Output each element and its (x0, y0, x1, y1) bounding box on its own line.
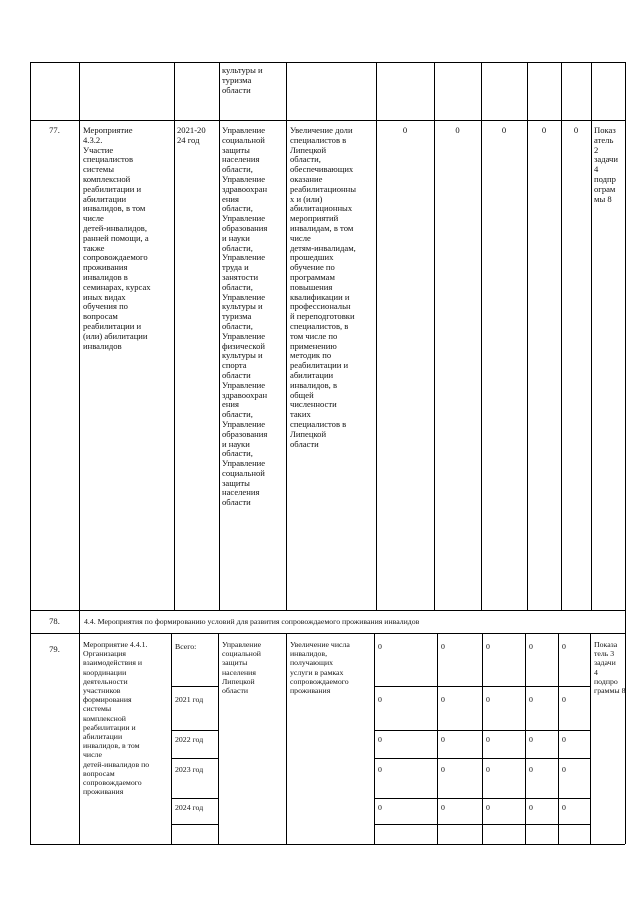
value-cell: 0 (501, 125, 507, 135)
row-number: 78. (49, 616, 60, 626)
implementation-period: 2021-20 24 год (177, 125, 206, 145)
col-divider (558, 633, 559, 844)
col-divider (434, 62, 435, 610)
value-cell: 0 (562, 803, 566, 812)
col-divider (79, 62, 80, 610)
table-border-left (30, 62, 31, 844)
col-divider (590, 633, 591, 844)
row-divider (30, 610, 625, 611)
value-cell: 0 (455, 125, 460, 135)
col-divider (591, 62, 592, 610)
value-cell: 0 (486, 735, 490, 744)
row-divider (30, 633, 625, 634)
cell-divider (171, 730, 218, 731)
value-cell: 0 (573, 125, 579, 135)
col-divider (218, 633, 219, 844)
section-heading: 4.4. Мероприятия по формированию условий для развития сопровождаемого проживания инвалидов (84, 617, 420, 626)
table-border-right (625, 62, 626, 844)
value-cell: 0 (378, 695, 382, 704)
value-cell: 0 (562, 642, 566, 651)
period-label: 2022 год (175, 735, 204, 744)
value-cell: 0 (541, 125, 547, 135)
table-border-top (30, 62, 625, 63)
value-cell: 0 (562, 735, 566, 744)
cell-divider (171, 824, 218, 825)
event-description: Мероприятие 4.4.1. Организация взаимодействия и координации деятельности участников формирования системы комплексной реабилитации и абилитации инвалидов, в том числе детей-инвалидов по вопросам сопровождаемого проживания (83, 640, 150, 797)
value-cell: 0 (529, 695, 533, 704)
value-cell: 0 (486, 642, 490, 651)
event-description: Мероприятие 4.3.2. Участие специалистов системы комплексной реабилитации и абилитации инвалидов, в том числе детей-инвалидов, ранней помощи, а также сопровождаемого проживания инвалидов в семинарах, курсах иных видах обучения по вопросам реабилитации и (или) абилитации инвалидов (83, 125, 151, 351)
col-divider (286, 62, 287, 610)
col-divider (219, 62, 220, 610)
period-label: 2021 год (175, 695, 204, 704)
row-number: 79. (49, 644, 60, 654)
value-cell: 0 (378, 642, 382, 651)
target-indicator: Показа тель 3 задачи 4 подпро граммы 8 (594, 640, 626, 696)
value-cell: 0 (441, 765, 445, 774)
value-cell: 0 (562, 765, 566, 774)
value-cell: 0 (378, 803, 382, 812)
value-cell: 0 (486, 803, 490, 812)
col-divider (525, 633, 526, 844)
value-cell: 0 (441, 735, 445, 744)
value-cell: 0 (529, 642, 533, 651)
col-divider (527, 62, 528, 610)
value-cell: 0 (486, 765, 490, 774)
responsible-department: культуры и туризма области (222, 65, 263, 95)
value-cell: 0 (562, 695, 566, 704)
row-divider (30, 120, 625, 121)
col-divider (79, 633, 80, 844)
cell-divider (171, 798, 218, 799)
col-divider (376, 62, 377, 610)
table-border-bottom (30, 844, 625, 845)
value-cell: 0 (486, 695, 490, 704)
responsible-department: Управление социальной защиты населения Липецкой области (222, 640, 262, 696)
value-cell: 0 (529, 803, 533, 812)
col-divider (481, 62, 482, 610)
indicator-description: Увеличение числа инвалидов, получающих услуги в рамках сопровождаемого проживания (290, 640, 350, 696)
value-cell: 0 (529, 735, 533, 744)
col-divider (286, 633, 287, 844)
value-cell: 0 (378, 735, 382, 744)
row-number: 77. (49, 125, 60, 135)
cell-divider (171, 686, 218, 687)
value-cell: 0 (378, 765, 382, 774)
period-label: 2024 год (175, 803, 204, 812)
period-label: 2023 год (175, 765, 204, 774)
responsible-department: Управление социальной защиты населения области, Управление здравоохран ения области, Управление образования и науки области, Управление труда и занятости области, Управление культуры и туризма области, Управление физической культуры и спорта области Управление здравоохран ения области, Управление образования и науки области, Управление социальной защиты населения области (222, 125, 268, 508)
value-cell: 0 (441, 695, 445, 704)
col-divider (561, 62, 562, 610)
col-divider (174, 62, 175, 610)
value-cell: 0 (529, 765, 533, 774)
period-label: Всего: (175, 642, 197, 651)
col-divider (79, 610, 80, 633)
value-cell: 0 (441, 803, 445, 812)
target-indicator: Показ атель 2 задачи 4 подпр ограм мы 8 (594, 125, 618, 204)
value-cell: 0 (402, 125, 408, 135)
col-divider (482, 633, 483, 844)
value-cell: 0 (441, 642, 445, 651)
col-divider (437, 633, 438, 844)
cell-divider (171, 758, 218, 759)
col-divider (374, 633, 375, 844)
col-divider (171, 633, 172, 844)
indicator-description: Увеличение доли специалистов в Липецкой области, обеспечивающих оказание реабилитационны х и (или) абилитационных мероприятий инвалидам, в том числе детям-инвалидам, прошедших обучение по программам повышения квалификации и профессиональн й переподготовки специалистов, в том числе по применению методик по реабилитации и абилитации инвалидов, в общей численности таких специалистов в Липецкой области (290, 125, 357, 449)
